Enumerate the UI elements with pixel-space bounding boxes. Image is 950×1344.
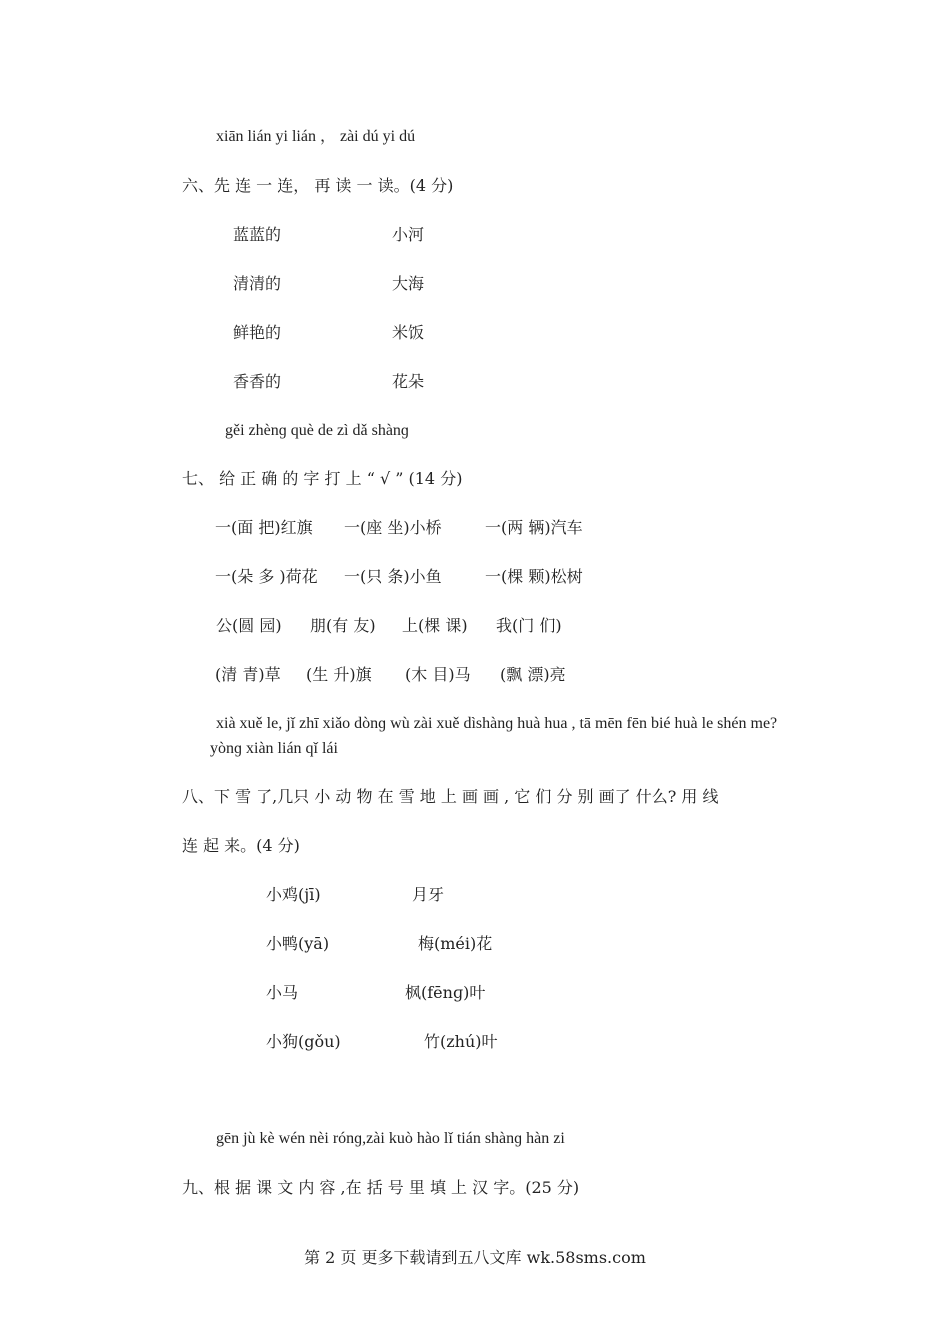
s6-right-item: 大海 <box>392 274 425 293</box>
s7-choice: (飘 漂)亮 <box>500 665 566 684</box>
s8-drawing: 枫(fēnɡ)叶 <box>405 983 486 1002</box>
s7-choice: 我(门 们) <box>496 616 562 635</box>
s7-choice: (清 青)草 <box>215 665 281 684</box>
s6-right-item: 米饭 <box>392 323 425 342</box>
s7-heading: 七、 给 正 确 的 字 打 上 “ √ ” (14 分) <box>182 469 463 488</box>
s8-pinyin-line2: yònɡ xiàn lián qǐ lái <box>210 740 338 757</box>
s7-pinyin: gěi zhènɡ què de zì dǎ shànɡ <box>225 422 409 439</box>
s7-choice: 一(朵 多 )荷花 <box>215 567 318 586</box>
s9-heading: 九、根 据 课 文 内 容 ,在 括 号 里 填 上 汉 字。(25 分) <box>182 1178 580 1197</box>
s7-choice: 上(棵 课) <box>402 616 468 635</box>
s8-heading-line1: 八、下 雪 了,几只 小 动 物 在 雪 地 上 画 画 , 它 们 分 别 画了 什么? 用 线 <box>182 787 719 806</box>
s6-right-item: 花朵 <box>392 372 425 391</box>
s6-left-item: 清清的 <box>233 274 282 293</box>
s9-pinyin: gēn jù kè wén nèi rónɡ,zài kuò hào lǐ tián shànɡ hàn zi <box>216 1130 565 1147</box>
s8-animal: 小鸭(yā) <box>266 934 330 953</box>
s7-choice: 公(圆 园) <box>216 616 282 635</box>
s7-choice: 一(面 把)红旗 <box>215 518 313 537</box>
page-footer: 第 2 页 更多下载请到五八文库 wk.58sms.com <box>304 1248 646 1267</box>
s8-drawing: 月牙 <box>412 885 445 904</box>
s7-choice: 朋(有 友) <box>310 616 376 635</box>
s8-animal: 小狗(gǒu) <box>266 1032 341 1051</box>
s7-choice: 一(只 条)小鱼 <box>344 567 442 586</box>
s7-choice: 一(座 坐)小桥 <box>344 518 442 537</box>
s8-drawing: 梅(méi)花 <box>418 934 493 953</box>
s6-left-item: 香香的 <box>233 372 282 391</box>
s6-pinyin: xiān lián yi lián ， zài dú yi dú <box>216 128 416 145</box>
s8-animal: 小马 <box>266 983 299 1002</box>
s6-heading: 六、先 连 一 连， 再 读 一 读。(4 分) <box>182 176 454 195</box>
s7-choice: (木 目)马 <box>405 665 471 684</box>
s8-drawing: 竹(zhú)叶 <box>424 1032 498 1051</box>
s7-choice: (生 升)旗 <box>306 665 372 684</box>
s7-choice: 一(两 辆)汽车 <box>485 518 583 537</box>
s8-heading-line2: 连 起 来。(4 分) <box>182 836 300 855</box>
s6-right-item: 小河 <box>392 225 425 244</box>
s6-left-item: 鲜艳的 <box>233 323 282 342</box>
s8-pinyin-line1: xià xuě le, jǐ zhī xiǎo dònɡ wù zài xuě dìshànɡ huà hua , tā mēn fēn bié huà le shén me? <box>216 715 778 732</box>
s6-left-item: 蓝蓝的 <box>233 225 282 244</box>
s8-animal: 小鸡(jī) <box>266 885 321 904</box>
s7-choice: 一(棵 颗)松树 <box>485 567 583 586</box>
